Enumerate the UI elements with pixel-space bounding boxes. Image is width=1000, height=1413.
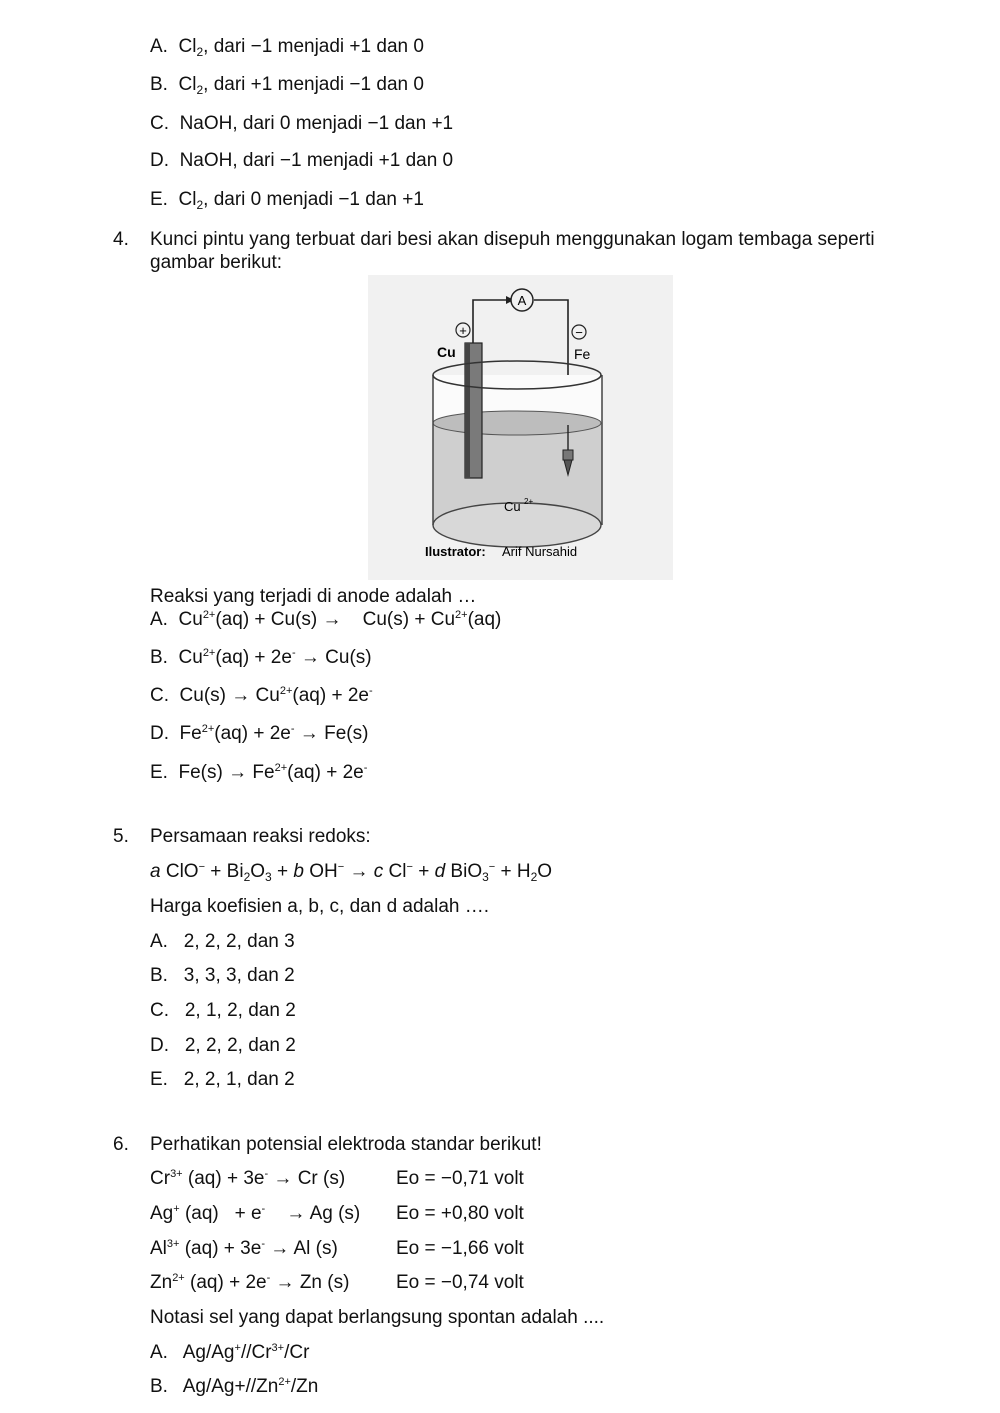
q5-equation: a $ClO^- + Bi_2O_3 + b$ OH− → c Cl− + d $BiO_3^- + H_2O$ — [150, 861, 553, 884]
q5-option-c[interactable]: C. 2, 1, 2, dan 2 — [150, 1000, 296, 1021]
q4-option-a[interactable]: A. $Cu^{2+}(aq) + Cu(s)$ → $Cu(s) + Cu^{2+}(aq)$ — [150, 609, 502, 630]
q5-number: 5. — [113, 826, 129, 847]
q6-potential-al: Eo = −1,66 volt — [396, 1238, 524, 1259]
ammeter-label: A — [517, 293, 527, 308]
credit-name: Arif Nursahid — [502, 544, 578, 559]
q3-option-a[interactable]: A. $Cl_2$, dari −1 menjadi +1 dan 0 — [150, 36, 424, 59]
q4-option-c[interactable]: C. $Cu(s) \to Cu^{2+}(aq) + 2e^-$ — [150, 685, 373, 706]
q6-reaction-zn: $Zn^{2+}$ (aq) + 2e- → Zn (s) — [150, 1272, 350, 1293]
q3-option-b[interactable]: B. $Cl_2$, dari +1 menjadi −1 dan 0 — [150, 74, 424, 97]
q5-title: Persamaan reaksi redoks: — [150, 826, 371, 847]
q6-potential-cr: Eo = −0,71 volt — [396, 1168, 524, 1189]
q4-option-d[interactable]: D. $Fe^{2+}(aq) + 2e^- \to Fe(s)$ — [150, 723, 369, 744]
electroplating-diagram — [368, 275, 673, 580]
ion-charge: 2+ — [524, 497, 534, 506]
credit-bold: Ilustrator: — [425, 544, 486, 559]
q6-potential-ag: Eo = +0,80 volt — [396, 1203, 524, 1224]
q6-question: Notasi sel yang dapat berlangsung spontan adalah .... — [150, 1307, 605, 1328]
q5-question: Harga koefisien a, b, c, dan d adalah …. — [150, 896, 490, 917]
q3-option-d[interactable]: D. NaOH, dari −1 menjadi +1 dan 0 — [150, 150, 454, 171]
anode-label: Cu — [437, 344, 456, 360]
q3-option-e[interactable]: E. $Cl_2$, dari 0 menjadi −1 dan +1 — [150, 189, 424, 212]
q3-option-c[interactable]: C. NaOH, dari 0 menjadi −1 dan +1 — [150, 113, 454, 134]
q4-option-b[interactable]: B. $Cu^{2+}(aq) + 2e^- \to Cu(s)$ — [150, 647, 372, 668]
q5-option-a[interactable]: A. 2, 2, 2, dan 3 — [150, 931, 295, 952]
cathode-label: Fe — [574, 346, 591, 362]
q6-title: Perhatikan potensial elektroda standar berikut! — [150, 1134, 542, 1155]
minus-label: − — [575, 325, 583, 340]
q4-text-line1: Kunci pintu yang terbuat dari besi akan disepuh menggunakan logam tembaga seperti — [150, 229, 875, 250]
q4-number: 4. — [113, 229, 129, 250]
q4-question: Reaksi yang terjadi di anode adalah … — [150, 586, 477, 607]
q6-reaction-al: $Al^{3+}$ (aq) + 3e- → Al (s) — [150, 1238, 338, 1259]
q4-text-line2: gambar berikut: — [150, 252, 283, 273]
q6-potential-zn: Eo = −0,74 volt — [396, 1272, 524, 1293]
key-head-icon — [563, 450, 573, 460]
q5-option-d[interactable]: D. 2, 2, 2, dan 2 — [150, 1035, 296, 1056]
q6-reaction-cr: $Cr^{3+}$ (aq) + 3e- → Cr (s) — [150, 1168, 346, 1189]
electroplating-figure — [368, 275, 673, 580]
q5-option-b[interactable]: B. 3, 3, 3, dan 2 — [150, 965, 295, 986]
q6-option-b[interactable]: B. $Ag/Ag+//Zn^{2+}/Zn$ — [150, 1376, 319, 1397]
q6-option-a[interactable]: A. $Ag/Ag^+//Cr^{3+}/Cr$ — [150, 1342, 310, 1363]
solution-surface — [433, 411, 601, 435]
q4-option-e[interactable]: E. $Fe(s) \to Fe^{2+}(aq) + 2e^-$ — [150, 762, 368, 783]
q5-option-e[interactable]: E. 2, 2, 1, dan 2 — [150, 1069, 295, 1090]
plus-label: + — [459, 323, 467, 338]
ion-label: Cu — [504, 499, 521, 514]
q6-reaction-ag: Ag+ (aq) + e- → Ag (s) — [150, 1203, 361, 1224]
q6-number: 6. — [113, 1134, 129, 1155]
